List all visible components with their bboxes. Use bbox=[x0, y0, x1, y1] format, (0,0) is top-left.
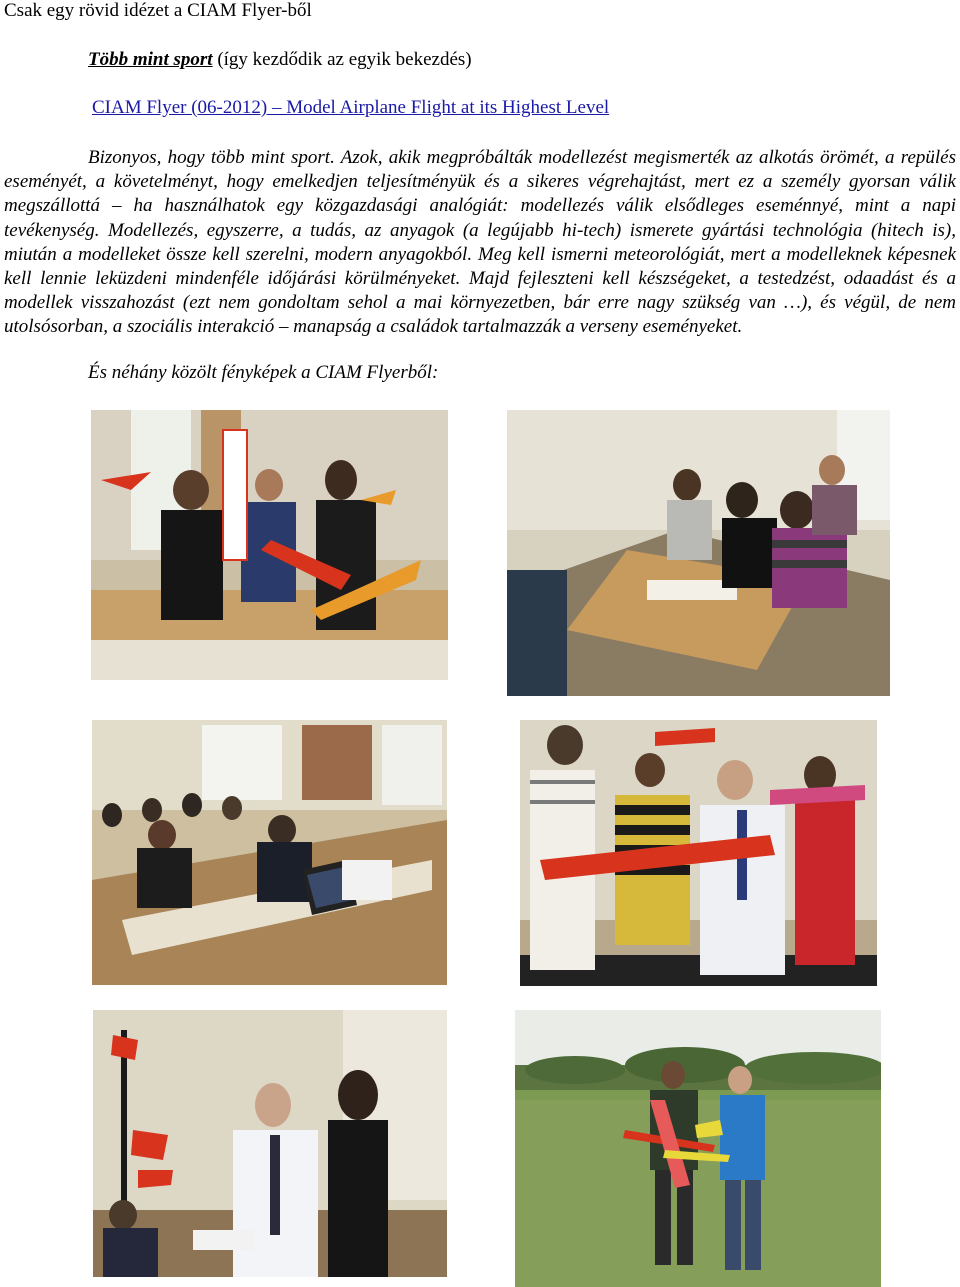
photo-group-with-models bbox=[520, 720, 877, 986]
section-heading: Több mint sport bbox=[88, 49, 213, 70]
section-heading-line bbox=[88, 49, 472, 71]
section-note: (így kezdődik az egyik bekezdés) bbox=[217, 49, 472, 70]
photo-classroom-building bbox=[507, 410, 890, 696]
photo-workshop-models bbox=[91, 410, 448, 680]
document-title: Csak egy rövid idézet a CIAM Flyer-ből bbox=[4, 0, 312, 21]
photo-model-demo bbox=[93, 1010, 447, 1277]
photos-caption: És néhány közölt fényképek a CIAM Flyerből: bbox=[88, 362, 439, 383]
photo-full-classroom bbox=[92, 720, 447, 985]
body-paragraph: Bizonyos, hogy több mint sport. Azok, akik megpróbálták modellezést megismerték az alkotás örömét, a repülés eseményét, a követelményt, hogy emelkedjen teljesítményük és a sikeres végrehajtást, mert ez a személy gyorsan válik megszállottá – ha használhatok egy közgazdasági analógiát: modellezés válik elsődleges eseménnyé, mint a napi tevékenység. Modellezés, egyszerre, a tudás, az anyagok (a legújabb hi-tech) ismerete gyártási technológia (hitech is), miután a modelleket össze kell szerelni, modern anyagokból. Meg kell ismerni meteorológiát, mert a modelleknek képesnek kell lennie leküzdeni mindenféle időjárási körülményeket. Majd fejleszteni kell készségeket, a testedzést, odaadást és a modellek visszahozást (ezt nem gondoltam sehol a mai környezetben, bár erre nagy szükség van …), és végül, de nem utolsósorban, a szociális interakció – manapság a családok tartalmazzák a verseny eseményeket. bbox=[4, 147, 956, 338]
photo-field-flying bbox=[515, 1010, 881, 1287]
source-link[interactable]: CIAM Flyer (06-2012) – Model Airplane Flight at its Highest Level bbox=[92, 97, 610, 118]
